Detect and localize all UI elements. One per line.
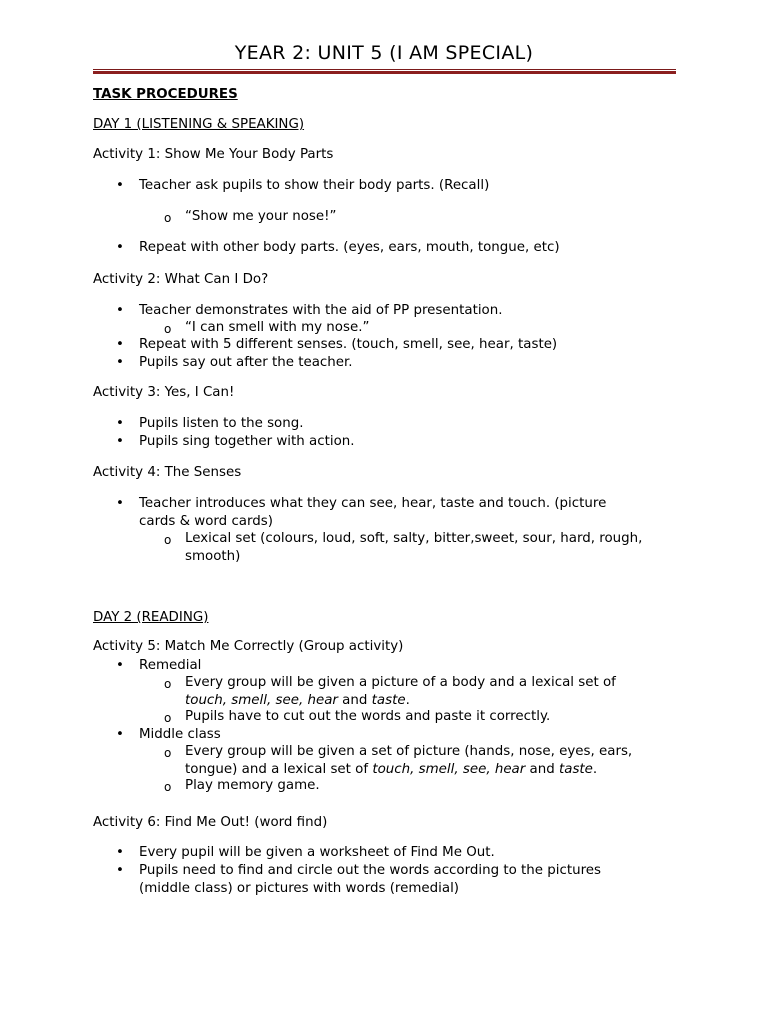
bullet-icon (116, 303, 126, 318)
bullet-icon (116, 658, 126, 673)
bullet-icon (116, 496, 126, 511)
bullet-icon (116, 727, 126, 742)
activity2-item2: Repeat with 5 different senses. (touch, smell, see, hear, taste) (139, 337, 558, 352)
sub-bullet-icon (164, 533, 171, 547)
title-rule-thin (93, 69, 676, 70)
activity4-item1-line2: cards & word cards) (139, 514, 273, 529)
activity6-item1: Every pupil will be given a worksheet of Find Me Out. (139, 845, 495, 860)
activity1-item2: Repeat with other body parts. (eyes, ears, mouth, tongue, etc) (139, 240, 560, 255)
activity2-item3: Pupils say out after the teacher. (139, 355, 353, 370)
activity1-subitem1: “Show me your nose!” (185, 209, 337, 224)
day1-heading: DAY 1 (LISTENING & SPEAKING) (93, 117, 305, 132)
activity4-subitem1-line2: smooth) (185, 549, 241, 564)
period-text: . (405, 693, 410, 708)
title-rule-thick (93, 71, 676, 74)
taste-text: taste (371, 693, 406, 708)
sub-bullet-icon (164, 780, 171, 794)
activity6-title: Activity 6: Find Me Out! (word find) (93, 815, 328, 830)
lead-text: tongue) and a lexical set of (185, 762, 373, 777)
activity4-item1-line1: Teacher introduces what they can see, hear, taste and touch. (picture (139, 496, 607, 511)
conjunction-text: and (525, 762, 559, 777)
day2-heading: DAY 2 (READING) (93, 610, 209, 625)
conjunction-text: and (337, 693, 372, 708)
bullet-icon (116, 240, 126, 255)
sub-bullet-icon (164, 677, 171, 691)
bullet-icon (116, 863, 126, 878)
activity4-title: Activity 4: The Senses (93, 465, 242, 480)
bullet-icon (116, 416, 126, 431)
task-procedures-heading: TASK PROCEDURES (93, 87, 238, 102)
activity5-remedial-item2: Pupils have to cut out the words and paste it correctly. (185, 709, 551, 724)
lexical-set-text: touch, smell, see, hear (372, 762, 526, 777)
activity6-item2-line1: Pupils need to find and circle out the words according to the pictures (139, 863, 602, 878)
sub-bullet-icon (164, 211, 171, 225)
sub-bullet-icon (164, 322, 171, 336)
activity2-subitem1: “I can smell with my nose.” (185, 320, 370, 335)
activity5-middle-item1-line1: Every group will be given a set of picture (hands, nose, eyes, ears, (185, 744, 633, 759)
period-text: . (592, 762, 598, 777)
bullet-icon (116, 178, 126, 193)
activity1-title: Activity 1: Show Me Your Body Parts (93, 147, 334, 162)
bullet-icon (116, 355, 126, 370)
bullet-icon (116, 434, 126, 449)
activity3-item2: Pupils sing together with action. (139, 434, 355, 449)
activity1-item1: Teacher ask pupils to show their body parts. (Recall) (139, 178, 490, 193)
activity5-middle-item1-line2 (185, 762, 597, 777)
bullet-icon (116, 337, 126, 352)
lexical-set-text: touch, smell, see, hear (185, 693, 338, 708)
page-title: YEAR 2: UNIT 5 (I AM SPECIAL) (234, 42, 534, 64)
sub-bullet-icon (164, 711, 171, 725)
activity5-title: Activity 5: Match Me Correctly (Group activity) (93, 639, 404, 654)
taste-text: taste (559, 762, 593, 777)
activity5-remedial: Remedial (139, 658, 202, 673)
activity5-remedial-item1-line1: Every group will be given a picture of a body and a lexical set of (185, 675, 616, 690)
activity5-middle-item2: Play memory game. (185, 778, 320, 793)
activity5-remedial-item1-line2 (185, 693, 410, 708)
activity4-subitem1-line1: Lexical set (colours, loud, soft, salty, bitter,sweet, sour, hard, rough, (185, 531, 643, 546)
bullet-icon (116, 845, 126, 860)
activity2-title: Activity 2: What Can I Do? (93, 272, 269, 287)
activity6-item2-line2: (middle class) or pictures with words (remedial) (139, 881, 460, 896)
activity3-item1: Pupils listen to the song. (139, 416, 304, 431)
activity5-middle-class: Middle class (139, 727, 221, 742)
sub-bullet-icon (164, 746, 171, 760)
activity2-item1: Teacher demonstrates with the aid of PP presentation. (139, 303, 503, 318)
activity3-title: Activity 3: Yes, I Can! (93, 385, 235, 400)
